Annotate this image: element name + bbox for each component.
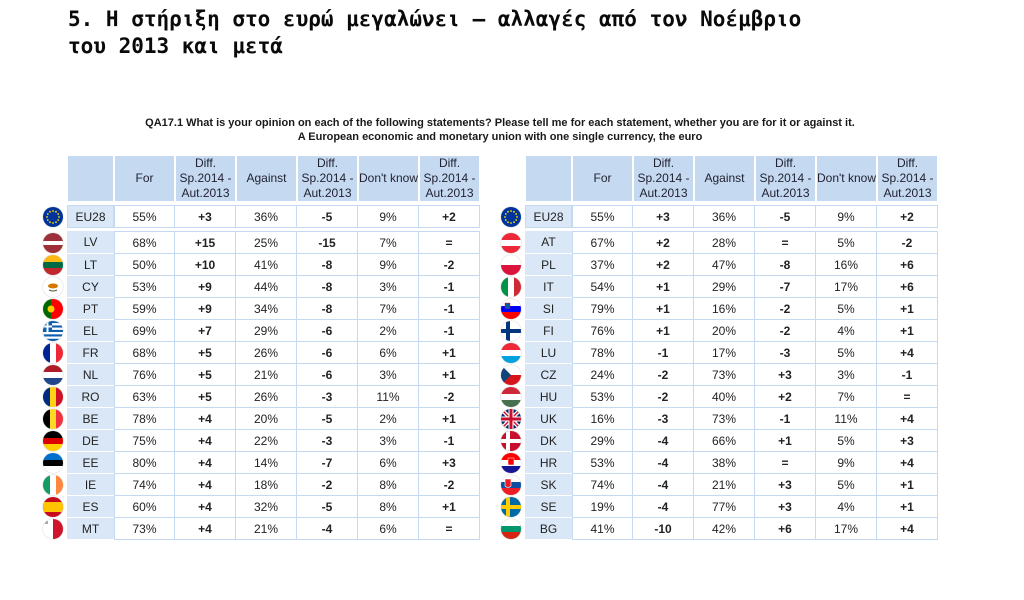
cell-col-3: -8: [297, 298, 358, 320]
header-blank: [496, 155, 525, 202]
cell-col-5: +1: [877, 298, 938, 320]
cell-col-0: 41%: [572, 518, 633, 540]
ro-flag-icon: [38, 386, 67, 408]
cell-col-5: +3: [419, 452, 480, 474]
table-row: [38, 452, 480, 474]
country-code: PT: [67, 298, 114, 320]
cell-col-0: 63%: [114, 386, 175, 408]
table-row: [496, 474, 938, 496]
cell-col-2: 20%: [236, 408, 297, 430]
country-code: EE: [67, 452, 114, 474]
country-code: HU: [525, 386, 572, 408]
cell-col-3: -8: [755, 254, 816, 276]
country-code: MT: [67, 518, 114, 540]
country-code: IT: [525, 276, 572, 298]
cell-col-1: +4: [175, 474, 236, 496]
country-code: EU28: [525, 205, 572, 228]
cell-col-2: 42%: [694, 518, 755, 540]
cell-col-0: 68%: [114, 342, 175, 364]
header-blank: [38, 155, 67, 202]
table-row: [496, 430, 938, 452]
header-col-4: Don't know: [816, 155, 877, 202]
cell-col-5: +2: [419, 205, 480, 228]
cell-col-2: 66%: [694, 430, 755, 452]
table-row: [38, 231, 480, 254]
header-country: [525, 155, 572, 202]
country-code: NL: [67, 364, 114, 386]
table-row: [496, 254, 938, 276]
cell-col-0: 79%: [572, 298, 633, 320]
at-flag-icon: [496, 231, 525, 254]
lt-flag-icon: [38, 254, 67, 276]
table-row: [38, 496, 480, 518]
cell-col-5: -1: [419, 320, 480, 342]
header-country: [67, 155, 114, 202]
cell-col-2: 14%: [236, 452, 297, 474]
cell-col-4: 6%: [358, 518, 419, 540]
cell-col-1: +5: [175, 386, 236, 408]
country-code: SI: [525, 298, 572, 320]
question-text: QA17.1 What is your opinion on each of the following statements? Please tell me for each statement, whether you are for it or against it.: [145, 117, 855, 129]
country-code: HR: [525, 452, 572, 474]
cell-col-0: 16%: [572, 408, 633, 430]
cell-col-1: -4: [633, 430, 694, 452]
cell-col-4: 9%: [816, 205, 877, 228]
cell-col-5: =: [877, 386, 938, 408]
cell-col-4: 4%: [816, 496, 877, 518]
cell-col-4: 5%: [816, 231, 877, 254]
ie-flag-icon: [38, 474, 67, 496]
cell-col-5: +1: [877, 474, 938, 496]
table-row: [38, 254, 480, 276]
page-title-line-2: του 2013 και μετά: [68, 34, 283, 58]
cell-col-5: +6: [877, 254, 938, 276]
cell-col-5: -1: [419, 276, 480, 298]
cell-col-0: 74%: [572, 474, 633, 496]
cell-col-2: 18%: [236, 474, 297, 496]
cell-col-1: +4: [175, 408, 236, 430]
table-row: [496, 231, 938, 254]
header-col-5: Diff. Sp.2014 - Aut.2013: [877, 155, 938, 202]
country-code: UK: [525, 408, 572, 430]
cell-col-4: 2%: [358, 320, 419, 342]
header-col-2: Against: [236, 155, 297, 202]
pl-flag-icon: [496, 254, 525, 276]
table-row: [496, 496, 938, 518]
cell-col-4: 3%: [358, 364, 419, 386]
page-title: [68, 6, 968, 60]
results-table-left: [38, 155, 480, 540]
cell-col-0: 55%: [114, 205, 175, 228]
table-row: [496, 342, 938, 364]
country-code: DK: [525, 430, 572, 452]
cell-col-4: 3%: [358, 276, 419, 298]
table-row: [496, 276, 938, 298]
country-code: CZ: [525, 364, 572, 386]
cell-col-5: +4: [877, 342, 938, 364]
cell-col-4: 9%: [816, 452, 877, 474]
cell-col-2: 22%: [236, 430, 297, 452]
cell-col-3: -5: [755, 205, 816, 228]
cell-col-3: -6: [297, 342, 358, 364]
cell-col-0: 78%: [114, 408, 175, 430]
cell-col-0: 67%: [572, 231, 633, 254]
cell-col-3: +6: [755, 518, 816, 540]
header-col-4: Don't know: [358, 155, 419, 202]
cell-col-4: 7%: [816, 386, 877, 408]
country-code: LV: [67, 231, 114, 254]
cell-col-5: +1: [419, 496, 480, 518]
eu-flag-icon: [496, 205, 525, 228]
eu28-row: [496, 205, 938, 228]
cell-col-0: 54%: [572, 276, 633, 298]
cell-col-5: +2: [877, 205, 938, 228]
cell-col-2: 73%: [694, 408, 755, 430]
cell-col-3: -5: [297, 496, 358, 518]
table-row: [38, 298, 480, 320]
cz-flag-icon: [496, 364, 525, 386]
header-col-5: Diff. Sp.2014 - Aut.2013: [419, 155, 480, 202]
cell-col-2: 32%: [236, 496, 297, 518]
header-col-1: Diff. Sp.2014 - Aut.2013: [175, 155, 236, 202]
table-row: [38, 342, 480, 364]
cell-col-0: 74%: [114, 474, 175, 496]
cell-col-3: =: [755, 452, 816, 474]
bg-flag-icon: [496, 518, 525, 540]
cell-col-3: =: [755, 231, 816, 254]
cell-col-0: 75%: [114, 430, 175, 452]
country-code: RO: [67, 386, 114, 408]
cell-col-2: 20%: [694, 320, 755, 342]
cell-col-1: +3: [633, 205, 694, 228]
cell-col-4: 16%: [816, 254, 877, 276]
pt-flag-icon: [38, 298, 67, 320]
cell-col-1: -2: [633, 386, 694, 408]
table-row: [38, 364, 480, 386]
cell-col-4: 11%: [816, 408, 877, 430]
cell-col-5: -2: [877, 231, 938, 254]
cell-col-5: +1: [419, 408, 480, 430]
cell-col-0: 59%: [114, 298, 175, 320]
cell-col-1: +2: [633, 254, 694, 276]
cell-col-5: +6: [877, 276, 938, 298]
cell-col-0: 50%: [114, 254, 175, 276]
cell-col-4: 17%: [816, 276, 877, 298]
cell-col-3: -2: [755, 320, 816, 342]
cell-col-2: 38%: [694, 452, 755, 474]
table-row: [38, 408, 480, 430]
hu-flag-icon: [496, 386, 525, 408]
cell-col-1: -4: [633, 474, 694, 496]
cell-col-4: 3%: [358, 430, 419, 452]
cell-col-4: 6%: [358, 342, 419, 364]
country-code: EL: [67, 320, 114, 342]
country-code: IE: [67, 474, 114, 496]
cell-col-4: 7%: [358, 298, 419, 320]
cell-col-3: -3: [297, 430, 358, 452]
cell-col-5: +4: [877, 452, 938, 474]
country-code: FR: [67, 342, 114, 364]
eu-flag-icon: [38, 205, 67, 228]
cell-col-5: -1: [419, 298, 480, 320]
cell-col-1: -4: [633, 496, 694, 518]
it-flag-icon: [496, 276, 525, 298]
cell-col-4: 5%: [816, 430, 877, 452]
cell-col-5: +4: [877, 518, 938, 540]
cell-col-1: +1: [633, 276, 694, 298]
cell-col-4: 9%: [358, 205, 419, 228]
mt-flag-icon: [38, 518, 67, 540]
cell-col-2: 77%: [694, 496, 755, 518]
cell-col-0: 60%: [114, 496, 175, 518]
cell-col-3: -7: [297, 452, 358, 474]
cell-col-1: -1: [633, 342, 694, 364]
cell-col-3: -15: [297, 231, 358, 254]
cell-col-3: -2: [297, 474, 358, 496]
cell-col-5: =: [419, 518, 480, 540]
cell-col-4: 5%: [816, 474, 877, 496]
cell-col-3: -1: [755, 408, 816, 430]
table-row: [496, 298, 938, 320]
cell-col-2: 26%: [236, 342, 297, 364]
cell-col-1: +4: [175, 496, 236, 518]
cell-col-0: 53%: [572, 386, 633, 408]
cell-col-2: 44%: [236, 276, 297, 298]
cell-col-0: 29%: [572, 430, 633, 452]
header-col-1: Diff. Sp.2014 - Aut.2013: [633, 155, 694, 202]
eu28-row: [38, 205, 480, 228]
country-code: DE: [67, 430, 114, 452]
fi-flag-icon: [496, 320, 525, 342]
lv-flag-icon: [38, 231, 67, 254]
sk-flag-icon: [496, 474, 525, 496]
cell-col-5: -1: [877, 364, 938, 386]
country-code: ES: [67, 496, 114, 518]
cell-col-3: +3: [755, 496, 816, 518]
cell-col-1: +4: [175, 430, 236, 452]
dk-flag-icon: [496, 430, 525, 452]
country-code: LT: [67, 254, 114, 276]
cell-col-3: +3: [755, 364, 816, 386]
page-title-line-1: 5. Η στήριξη στο ευρώ μεγαλώνει – αλλαγές από τον Νοέμβριο: [68, 7, 802, 31]
table-row: [496, 386, 938, 408]
cell-col-3: -2: [755, 298, 816, 320]
cell-col-5: -2: [419, 254, 480, 276]
cell-col-1: +7: [175, 320, 236, 342]
table-row: [38, 320, 480, 342]
cell-col-4: 3%: [816, 364, 877, 386]
cell-col-4: 8%: [358, 496, 419, 518]
cell-col-2: 36%: [236, 205, 297, 228]
cell-col-2: 29%: [236, 320, 297, 342]
cell-col-0: 53%: [114, 276, 175, 298]
cell-col-2: 21%: [236, 518, 297, 540]
cell-col-5: +1: [419, 342, 480, 364]
cell-col-2: 41%: [236, 254, 297, 276]
table-row: [38, 386, 480, 408]
cell-col-2: 29%: [694, 276, 755, 298]
cell-col-3: -6: [297, 364, 358, 386]
cell-col-2: 36%: [694, 205, 755, 228]
cell-col-0: 68%: [114, 231, 175, 254]
cell-col-3: +1: [755, 430, 816, 452]
cell-col-5: +1: [877, 320, 938, 342]
table-row: [38, 276, 480, 298]
el-flag-icon: [38, 320, 67, 342]
cell-col-4: 2%: [358, 408, 419, 430]
country-code: EU28: [67, 205, 114, 228]
cell-col-0: 53%: [572, 452, 633, 474]
se-flag-icon: [496, 496, 525, 518]
country-code: SK: [525, 474, 572, 496]
be-flag-icon: [38, 408, 67, 430]
cell-col-1: +1: [633, 320, 694, 342]
cell-col-1: -3: [633, 408, 694, 430]
cell-col-0: 73%: [114, 518, 175, 540]
cell-col-1: -2: [633, 364, 694, 386]
cell-col-2: 16%: [694, 298, 755, 320]
header-col-0: For: [572, 155, 633, 202]
country-code: PL: [525, 254, 572, 276]
cell-col-4: 7%: [358, 231, 419, 254]
country-code: SE: [525, 496, 572, 518]
cell-col-4: 8%: [358, 474, 419, 496]
nl-flag-icon: [38, 364, 67, 386]
cell-col-5: -2: [419, 474, 480, 496]
cell-col-3: -5: [297, 205, 358, 228]
cell-col-5: +4: [877, 408, 938, 430]
cell-col-3: -7: [755, 276, 816, 298]
hr-flag-icon: [496, 452, 525, 474]
cell-col-5: +3: [877, 430, 938, 452]
question-subtitle: A European economic and monetary union with one single currency, the euro: [297, 131, 703, 143]
cell-col-1: +1: [633, 298, 694, 320]
table-row: [38, 518, 480, 540]
cell-col-2: 34%: [236, 298, 297, 320]
cell-col-2: 21%: [236, 364, 297, 386]
cell-col-1: +10: [175, 254, 236, 276]
cell-col-1: +3: [175, 205, 236, 228]
header-col-0: For: [114, 155, 175, 202]
cell-col-5: +1: [877, 496, 938, 518]
country-code: BG: [525, 518, 572, 540]
si-flag-icon: [496, 298, 525, 320]
cell-col-4: 5%: [816, 342, 877, 364]
lu-flag-icon: [496, 342, 525, 364]
cell-col-3: -3: [297, 386, 358, 408]
cell-col-3: -5: [297, 408, 358, 430]
table-row: [496, 452, 938, 474]
cell-col-2: 28%: [694, 231, 755, 254]
de-flag-icon: [38, 430, 67, 452]
cell-col-3: -6: [297, 320, 358, 342]
cell-col-1: +15: [175, 231, 236, 254]
fr-flag-icon: [38, 342, 67, 364]
cell-col-2: 73%: [694, 364, 755, 386]
left-table-panel: [38, 155, 480, 540]
cell-col-4: 11%: [358, 386, 419, 408]
cy-flag-icon: [38, 276, 67, 298]
cell-col-1: -4: [633, 452, 694, 474]
cell-col-1: +4: [175, 518, 236, 540]
cell-col-2: 40%: [694, 386, 755, 408]
cell-col-4: 17%: [816, 518, 877, 540]
table-row: [496, 364, 938, 386]
cell-col-0: 80%: [114, 452, 175, 474]
table-row: [38, 474, 480, 496]
table-row: [496, 320, 938, 342]
cell-col-2: 26%: [236, 386, 297, 408]
cell-col-1: -10: [633, 518, 694, 540]
cell-col-0: 76%: [114, 364, 175, 386]
right-table-panel: [496, 155, 938, 540]
cell-col-4: 5%: [816, 298, 877, 320]
cell-col-3: +3: [755, 474, 816, 496]
cell-col-4: 4%: [816, 320, 877, 342]
cell-col-1: +4: [175, 452, 236, 474]
ee-flag-icon: [38, 452, 67, 474]
country-code: AT: [525, 231, 572, 254]
table-row: [496, 408, 938, 430]
header-col-3: Diff. Sp.2014 - Aut.2013: [755, 155, 816, 202]
cell-col-0: 24%: [572, 364, 633, 386]
cell-col-5: =: [419, 231, 480, 254]
cell-col-3: -8: [297, 276, 358, 298]
cell-col-5: -1: [419, 430, 480, 452]
country-code: LU: [525, 342, 572, 364]
cell-col-0: 78%: [572, 342, 633, 364]
results-table-right: [496, 155, 938, 540]
cell-col-0: 37%: [572, 254, 633, 276]
cell-col-4: 9%: [358, 254, 419, 276]
cell-col-3: -3: [755, 342, 816, 364]
cell-col-5: +1: [419, 364, 480, 386]
cell-col-1: +5: [175, 342, 236, 364]
cell-col-1: +2: [633, 231, 694, 254]
country-code: BE: [67, 408, 114, 430]
cell-col-3: -4: [297, 518, 358, 540]
table-row: [496, 518, 938, 540]
cell-col-2: 17%: [694, 342, 755, 364]
country-code: CY: [67, 276, 114, 298]
header-col-3: Diff. Sp.2014 - Aut.2013: [297, 155, 358, 202]
cell-col-0: 69%: [114, 320, 175, 342]
cell-col-3: +2: [755, 386, 816, 408]
table-row: [38, 430, 480, 452]
cell-col-0: 19%: [572, 496, 633, 518]
header-col-2: Against: [694, 155, 755, 202]
cell-col-1: +9: [175, 298, 236, 320]
cell-col-2: 21%: [694, 474, 755, 496]
cell-col-5: -2: [419, 386, 480, 408]
cell-col-1: +9: [175, 276, 236, 298]
cell-col-0: 76%: [572, 320, 633, 342]
es-flag-icon: [38, 496, 67, 518]
cell-col-2: 25%: [236, 231, 297, 254]
cell-col-4: 6%: [358, 452, 419, 474]
country-code: FI: [525, 320, 572, 342]
cell-col-3: -8: [297, 254, 358, 276]
cell-col-1: +5: [175, 364, 236, 386]
uk-flag-icon: [496, 408, 525, 430]
cell-col-2: 47%: [694, 254, 755, 276]
cell-col-0: 55%: [572, 205, 633, 228]
